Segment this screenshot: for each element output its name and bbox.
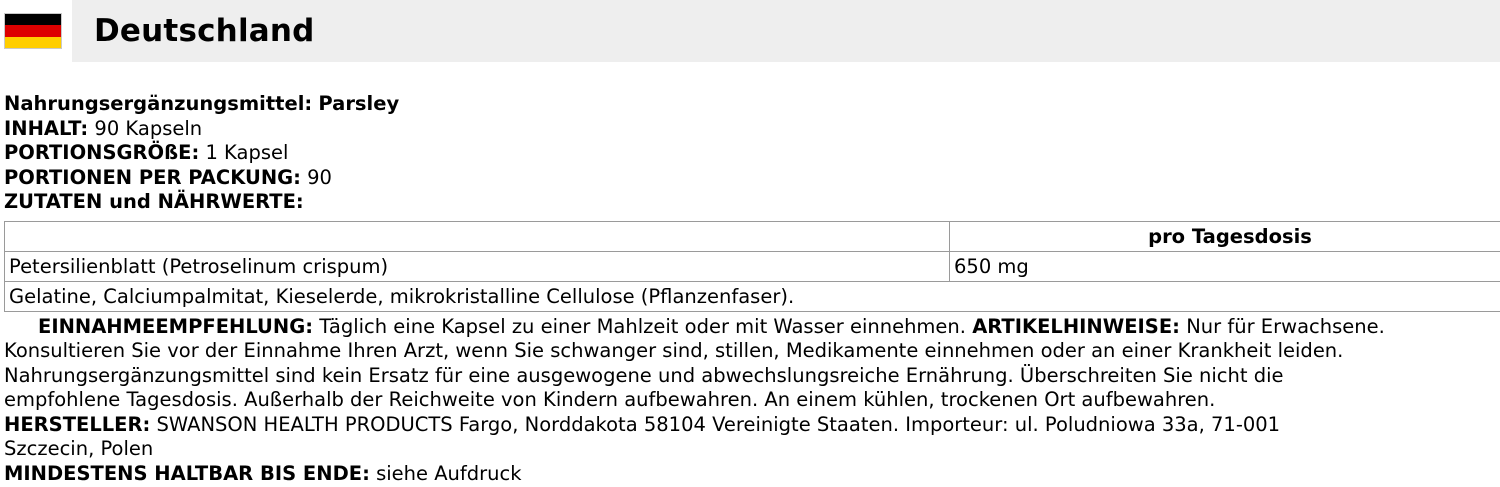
ingredients-heading: ZUTATEN und NÄHRWERTE: (4, 190, 1496, 215)
content-line (4, 117, 1496, 142)
directions-block (4, 315, 1496, 487)
content-value: 90 Kapseln (94, 117, 202, 140)
usage-label: EINNAHMEEMPFEHLUNG: (38, 315, 313, 338)
german-flag-icon (0, 0, 72, 62)
supplement-type-line (4, 92, 1496, 117)
warnings-line-4: empfohlene Tagesdosis. Außerhalb der Reichweite von Kindern aufbewahren. An einem kühlen, trockenen Ort aufbewahren. (4, 388, 1496, 413)
usage-line (4, 315, 1496, 340)
warnings-label: ARTIKELHINWEISE: (972, 315, 1180, 338)
ingredient-name: Petersilienblatt (Petroselinum crispum) (5, 251, 950, 281)
manufacturer-line-1 (4, 413, 1496, 438)
manufacturer-text-1: SWANSON HEALTH PRODUCTS Fargo, Norddakota 58104 Vereinigte Staaten. Importeur: ul. Poludniowa 33a, 71-001 (157, 413, 1281, 436)
other-ingredients-row (5, 281, 1500, 311)
table-header-row (5, 221, 1500, 251)
content-label: INHALT: (4, 117, 88, 140)
table-row (5, 251, 1500, 281)
best-before-label: MINDESTENS HALTBAR BIS ENDE: (4, 462, 370, 485)
servings-label: PORTIONEN PER PACKUNG: (4, 166, 301, 189)
country-header (0, 0, 1500, 62)
table-header-right: pro Tagesdosis (950, 221, 1500, 251)
usage-text: Täglich eine Kapsel zu einer Mahlzeit oder mit Wasser einnehmen. (319, 315, 966, 338)
supplement-type-label: Nahrungsergänzungsmittel: (4, 92, 312, 115)
best-before-line (4, 462, 1496, 487)
table-header-left (5, 221, 950, 251)
country-title-band (72, 0, 1500, 62)
warnings-line-2: Konsultieren Sie vor der Einnahme Ihren Arzt, wenn Sie schwanger sind, stillen, Medikamente einnehmen oder an einer Krankheit leiden. (4, 339, 1496, 364)
serving-size-line (4, 141, 1496, 166)
serving-size-value: 1 Kapsel (205, 141, 288, 164)
servings-value: 90 (307, 166, 332, 189)
serving-size-label: PORTIONSGRÖßE: (4, 141, 199, 164)
servings-per-container-line (4, 166, 1496, 191)
supplement-type-value: Parsley (318, 92, 399, 115)
other-ingredients: Gelatine, Calciumpalmitat, Kieselerde, mikrokristalline Cellulose (Pflanzenfaser). (5, 281, 1500, 311)
label-content (0, 62, 1500, 487)
best-before-value: siehe Aufdruck (376, 462, 521, 485)
manufacturer-label: HERSTELLER: (4, 413, 150, 436)
manufacturer-line-2: Szczecin, Polen (4, 437, 1496, 462)
warnings-text-1: Nur für Erwachsene. (1186, 315, 1385, 338)
ingredient-amount: 650 mg (950, 251, 1500, 281)
page-title: Deutschland (72, 16, 315, 47)
nutrition-table (4, 221, 1500, 312)
warnings-line-3: Nahrungsergänzungsmittel sind kein Ersatz für eine ausgewogene und abwechslungsreiche Ernährung. Überschreiten Sie nicht die (4, 364, 1496, 389)
